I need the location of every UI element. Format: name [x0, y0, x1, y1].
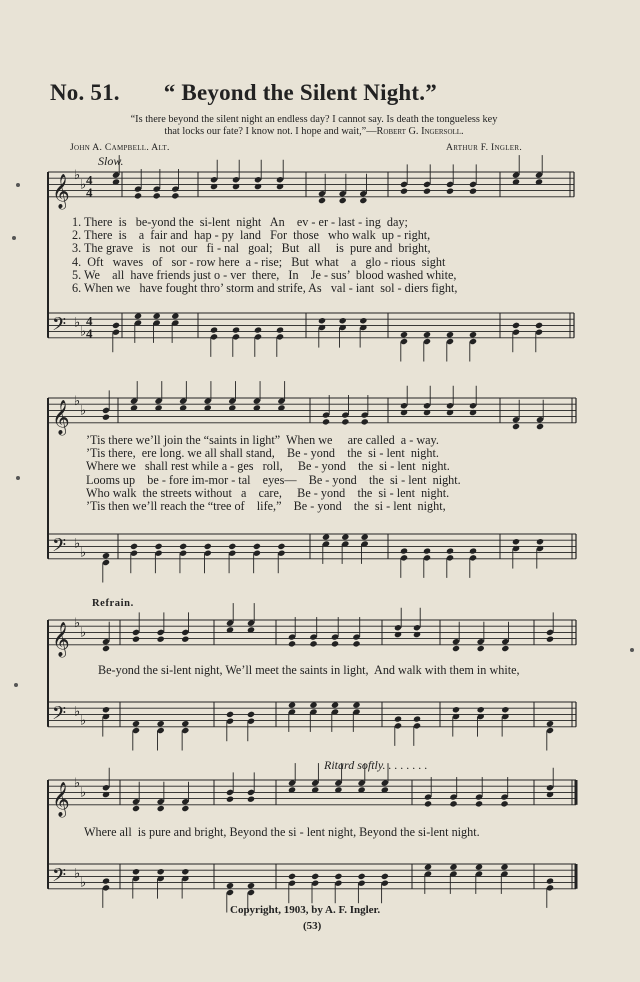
note-head — [424, 863, 432, 870]
note-head — [475, 800, 483, 807]
note-head — [394, 715, 402, 722]
flat-sign: ♭ — [80, 177, 87, 193]
note-head — [154, 543, 162, 550]
margin-mark — [12, 236, 16, 240]
note-head — [536, 423, 544, 430]
tempo-marking: Slow. — [98, 154, 124, 168]
time-signature: 4 — [86, 184, 93, 200]
note-head — [361, 533, 369, 540]
note-head — [546, 636, 554, 643]
margin-mark — [14, 683, 18, 687]
note-head — [546, 877, 554, 884]
note-head — [331, 640, 339, 647]
note-head — [449, 863, 457, 870]
music-credit: Arthur F. Ingler. — [446, 142, 523, 153]
lyric-line: ’Tis then we’ll reach the “tree of life,” Be - yond the si - lent night, — [86, 499, 446, 514]
treble-clef: 𝄞 — [52, 399, 70, 435]
note-head — [253, 543, 261, 550]
flat-sign: ♭ — [80, 324, 87, 340]
note-head — [475, 863, 483, 870]
refrain-lyric-1: Be-yond the si-lent night, We’ll meet the saints in light, And walk with them in white, — [98, 663, 520, 677]
note-head — [512, 322, 520, 329]
note-head — [247, 796, 255, 803]
note-head — [102, 414, 110, 421]
note-head — [247, 882, 255, 889]
note-head — [181, 868, 189, 875]
epigraph-author: Robert G. Ingersoll. — [376, 126, 464, 137]
note-head — [446, 188, 454, 195]
note-head — [153, 312, 161, 319]
note-head — [181, 805, 189, 812]
note-head — [546, 720, 554, 727]
note-head — [400, 188, 408, 195]
note-head — [341, 418, 349, 425]
note-head — [157, 805, 165, 812]
note-head — [204, 543, 212, 550]
note-head — [331, 701, 339, 708]
note-head — [501, 645, 509, 652]
flat-sign: ♭ — [74, 776, 81, 792]
words-credit: John A. Campbell. Alt. — [70, 142, 170, 153]
note-head — [469, 331, 477, 338]
flat-sign: ♭ — [80, 713, 87, 729]
note-head — [157, 636, 165, 643]
note-head — [181, 636, 189, 643]
lyric-line: Looms up be - fore im-mor - tal eyes— Be - yond the si - lent night. — [86, 472, 461, 487]
note-head — [352, 701, 360, 708]
note-head — [247, 711, 255, 718]
note-head — [179, 543, 187, 550]
note-head — [288, 873, 296, 880]
note-head — [477, 706, 485, 713]
note-head — [536, 538, 544, 545]
note-head — [423, 547, 431, 554]
bass-clef: 𝄢 — [52, 535, 67, 561]
note-head — [254, 326, 262, 333]
margin-mark — [16, 476, 20, 480]
note-head — [339, 317, 347, 324]
note-head — [210, 326, 218, 333]
note-head — [228, 543, 236, 550]
treble-clef: 𝄞 — [52, 621, 70, 657]
time-signature: 4 — [86, 313, 93, 329]
note-head — [452, 706, 460, 713]
note-head — [134, 192, 142, 199]
note-head — [181, 720, 189, 727]
flat-sign: ♭ — [74, 168, 81, 184]
note-head — [309, 701, 317, 708]
note-head — [132, 636, 140, 643]
note-head — [318, 197, 326, 204]
note-head — [358, 873, 366, 880]
note-head — [102, 552, 110, 559]
verse-lyrics-system-1 — [72, 216, 457, 295]
flat-sign: ♭ — [80, 875, 87, 891]
epigraph-line-2: that locks our fate? I know not. I hope and wait,”— — [164, 126, 377, 137]
note-head — [311, 873, 319, 880]
note-head — [102, 877, 110, 884]
verse-lyrics-system-2 — [86, 434, 461, 513]
lyric-line: 3. The grave is not our fi - nal goal; But all is pure and bright, — [72, 241, 431, 256]
epigraph-line-1: “Is there beyond the silent night an endless day? I cannot say. Is death the tongueless key — [130, 114, 498, 125]
lyric-line: 5. We all have friends just o - ver there, In Je - sus’ blood washed white, — [72, 267, 457, 282]
margin-mark — [630, 648, 634, 652]
lyric-line: 1. There is be-yond the si-lent night An ev - er - last - ing day; — [72, 215, 408, 229]
note-head — [477, 645, 485, 652]
note-head — [171, 312, 179, 319]
note-head — [446, 331, 454, 338]
note-head — [288, 701, 296, 708]
note-head — [276, 326, 284, 333]
flat-sign: ♭ — [74, 616, 81, 632]
copyright-notice: Copyright, 1903, by A. F. Ingler. — [230, 904, 381, 916]
note-head — [500, 800, 508, 807]
note-head — [535, 322, 543, 329]
note-head — [469, 547, 477, 554]
note-head — [157, 720, 165, 727]
note-head — [132, 720, 140, 727]
note-head — [452, 645, 460, 652]
bass-clef: 𝄢 — [52, 314, 67, 340]
note-head — [322, 533, 330, 540]
time-signature: 4 — [86, 325, 93, 341]
note-head — [318, 317, 326, 324]
note-head — [449, 800, 457, 807]
treble-clef: 𝄞 — [52, 173, 70, 209]
lyric-line: ’Tis there, ere long. we all shall stand, Be - yond the si - lent night. — [86, 446, 439, 461]
note-head — [400, 331, 408, 338]
note-head — [512, 538, 520, 545]
treble-clef: 𝄞 — [52, 781, 70, 817]
refrain-label: Refrain. — [92, 598, 134, 609]
lyric-line: 6. When we have fought thro’ storm and strife, As val - iant sol - diers fight, — [72, 281, 458, 296]
note-head — [512, 423, 520, 430]
time-signature: 4 — [86, 172, 93, 188]
note-head — [352, 640, 360, 647]
note-head — [359, 317, 367, 324]
note-head — [157, 868, 165, 875]
note-head — [334, 873, 342, 880]
note-head — [226, 796, 234, 803]
flat-sign: ♭ — [74, 704, 81, 720]
hymn-title-text: “ Beyond the Silent Night.” — [163, 80, 437, 105]
flat-sign: ♭ — [80, 785, 87, 801]
note-head — [309, 640, 317, 647]
note-head — [102, 706, 110, 713]
lyric-line: Who walk the streets without a care, Be - yond the si - lent night. — [86, 485, 450, 500]
hymn-number: No. 51. — [50, 80, 120, 105]
flat-sign: ♭ — [80, 625, 87, 641]
flat-sign: ♭ — [74, 315, 81, 331]
note-head — [446, 547, 454, 554]
flat-sign: ♭ — [74, 536, 81, 552]
margin-mark — [16, 183, 20, 187]
note-head — [341, 533, 349, 540]
flat-sign: ♭ — [80, 545, 87, 561]
note-head — [226, 711, 234, 718]
note-head — [102, 645, 110, 652]
note-head — [171, 192, 179, 199]
refrain-lyric-2: Where all is pure and bright, Beyond the si - lent night, Beyond the si-lent night. — [84, 825, 480, 839]
note-head — [226, 882, 234, 889]
note-head — [277, 543, 285, 550]
note-head — [500, 863, 508, 870]
flat-sign: ♭ — [74, 394, 81, 410]
flat-sign: ♭ — [80, 403, 87, 419]
lyric-line: 4. Oft waves of sor - row here a - rise; But what a glo - rious sight — [72, 254, 446, 269]
note-head — [232, 326, 240, 333]
note-head — [400, 547, 408, 554]
note-head — [413, 715, 421, 722]
page-number: (53) — [303, 920, 322, 932]
note-head — [112, 322, 120, 329]
note-head — [361, 418, 369, 425]
note-head — [288, 640, 296, 647]
flat-sign: ♭ — [74, 866, 81, 882]
note-head — [501, 706, 509, 713]
bass-clef: 𝄢 — [52, 703, 67, 729]
note-head — [322, 418, 330, 425]
expression-marking: Ritard softly. . . . . . . . — [324, 758, 428, 772]
lyric-line: 2. There is a fair and hap - py land For those who walk up - right, — [72, 228, 431, 243]
note-head — [339, 197, 347, 204]
lyric-line: ’Tis there we’ll join the “saints in light” When we are called a - way. — [86, 433, 439, 447]
note-head — [359, 197, 367, 204]
note-head — [132, 868, 140, 875]
note-head — [130, 543, 138, 550]
note-head — [423, 188, 431, 195]
note-head — [424, 800, 432, 807]
lyric-line: Where we shall rest while a - ges roll, Be - yond the si - lent night. — [86, 459, 450, 474]
note-head — [153, 192, 161, 199]
note-head — [132, 805, 140, 812]
note-head — [423, 331, 431, 338]
bass-clef: 𝄢 — [52, 865, 67, 891]
note-head — [134, 312, 142, 319]
note-head — [469, 188, 477, 195]
note-head — [381, 873, 389, 880]
